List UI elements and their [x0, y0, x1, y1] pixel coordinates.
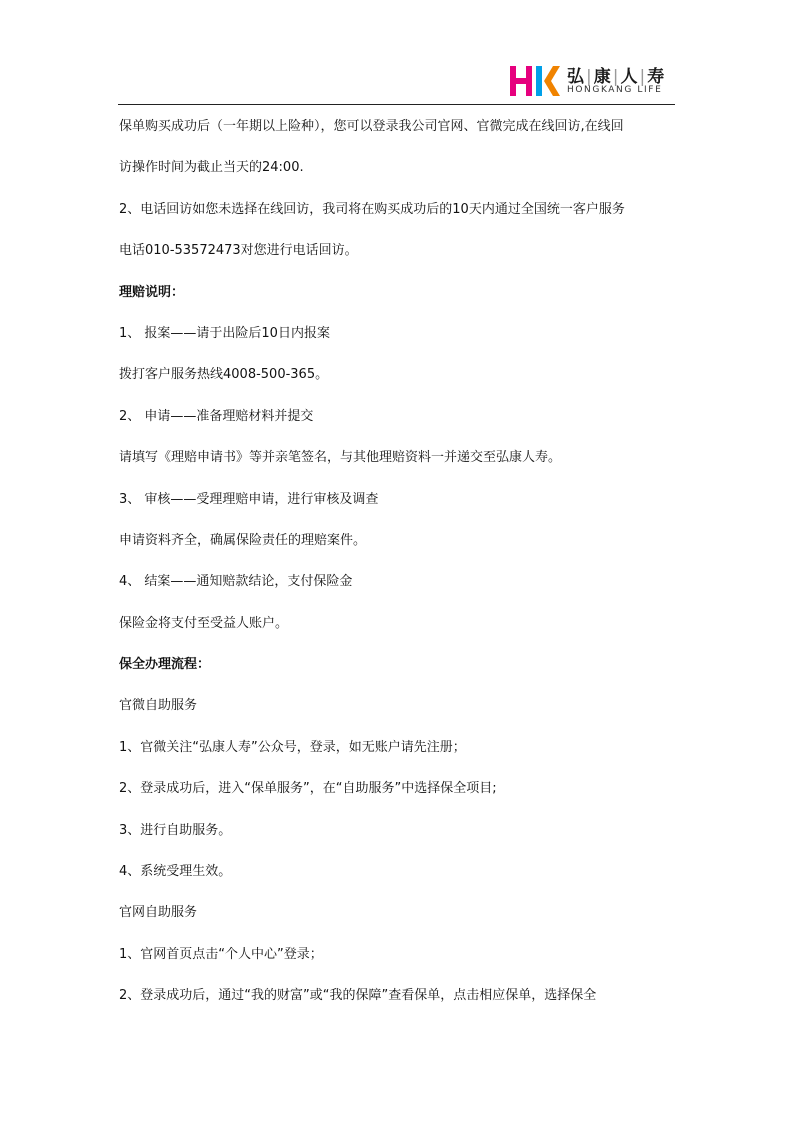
section-heading: 理赔说明：	[119, 284, 185, 300]
paragraph-line: 拨打客户服务热线4008-500-365。	[119, 367, 329, 383]
brand-divider: |	[639, 67, 647, 87]
paragraph-line: 官网自助服务	[119, 905, 198, 921]
k-arm-lower	[544, 81, 560, 96]
paragraph-line: 1、官微关注“弘康人寿”公众号，登录，如无账户请先注册；	[119, 739, 466, 755]
brand-char: 康	[593, 67, 612, 87]
section-heading: 保全办理流程：	[119, 657, 211, 673]
brand-char: 人	[620, 67, 639, 87]
paragraph-line: 3、 审核——受理理赔申请，进行审核及调查	[119, 491, 379, 507]
header-divider	[118, 104, 675, 105]
k-arm-upper	[544, 66, 560, 81]
paragraph-line: 3、进行自助服务。	[119, 822, 232, 838]
hongkang-logo	[508, 62, 678, 102]
paragraph-line: 保险金将支付至受益人账户。	[119, 615, 289, 631]
paragraph-line: 2、登录成功后，进入“保单服务”，在“自助服务”中选择保全项目;	[119, 781, 497, 797]
paragraph-line: 1、 报案——请于出险后10日内报案	[119, 325, 330, 341]
paragraph-line: 1、官网首页点击“个人中心”登录；	[119, 946, 323, 962]
paragraph-line: 保单购买成功后（一年期以上险种），您可以登录我公司官网、官微完成在线回访,在线回	[119, 119, 624, 134]
paragraph-line: 2、电话回访如您未选择在线回访，我司将在购买成功后的10天内通过全国统一客户服务	[119, 201, 625, 217]
h-right-stroke	[526, 66, 532, 96]
paragraph-line: 申请资料齐全，确属保险责任的理赔案件。	[119, 532, 367, 548]
document-body	[119, 117, 679, 1028]
k-stem	[536, 66, 542, 96]
paragraph-line: 2、登录成功后，通过“我的财富”或“我的保障”查看保单，点击相应保单，选择保全	[119, 988, 597, 1004]
brand-char: 弘	[567, 67, 585, 87]
paragraph-line: 访操作时间为截止当天的24:00.	[119, 160, 304, 176]
brand-char: 寿	[647, 67, 666, 87]
brand-divider: |	[586, 67, 593, 87]
brand-divider: |	[612, 67, 620, 87]
hk-logo-mark	[508, 64, 560, 98]
brand-name-cn	[567, 62, 665, 87]
paragraph-line: 官微自助服务	[119, 698, 198, 714]
paragraph-line: 请填写《理赔申请书》等并亲笔签名，与其他理赔资料一并递交至弘康人寿。	[119, 450, 562, 466]
brand-name-en: HONGKANG LIFE	[567, 85, 663, 95]
paragraph-line: 4、系统受理生效。	[119, 864, 232, 880]
paragraph-line: 4、 结案——通知赔款结论，支付保险金	[119, 574, 353, 590]
paragraph-line: 电话010-53572473对您进行电话回访。	[119, 243, 358, 259]
paragraph-line: 2、 申请——准备理赔材料并提交	[119, 408, 314, 424]
